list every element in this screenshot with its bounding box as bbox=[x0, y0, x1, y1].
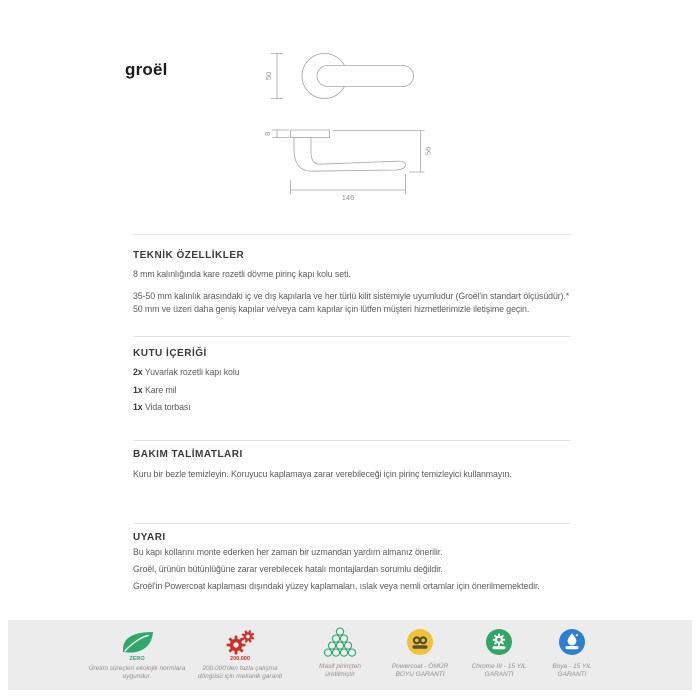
paint-icon bbox=[517, 628, 627, 656]
badge-caption: Masif pirinçten üretilmiştir bbox=[319, 663, 361, 678]
technical-paragraph-2-line2: 50 mm ve üzeri daha geniş kapılar ve/veya cam kapılar için lütfen müşteri hizmetlerimizle iletişime geçin. bbox=[133, 304, 530, 314]
section-title-maintenance: BAKIM TALİMATLARI bbox=[133, 449, 243, 460]
badge-mechanical-warranty bbox=[185, 628, 295, 681]
dim-length-label: 146 bbox=[341, 193, 355, 202]
badge-eco bbox=[82, 628, 192, 681]
box-content-item bbox=[133, 385, 176, 395]
technical-drawing bbox=[250, 40, 450, 210]
badge-icon-label: ZERO bbox=[129, 656, 145, 662]
warning-line: Bu kapı kollarını monte ederken her zaman bir uzmandan yardım almanız önerilir. bbox=[133, 547, 443, 557]
dim-diameter-label: 50 bbox=[264, 71, 273, 81]
drawing-rosette-side bbox=[291, 130, 330, 138]
drawing-lever-top bbox=[317, 66, 414, 87]
item-label: Vida torbası bbox=[144, 402, 191, 412]
maintenance-paragraph: Kuru bir bezle temizleyin. Koruyucu kaplamaya zarar verebileceği için pirinç temizleyici kullanmayın. bbox=[133, 469, 512, 479]
section-divider bbox=[133, 523, 571, 524]
technical-paragraph-2-line1: 35-50 mm kalınlık arasındaki iç ve dış kapılarla ve her türlü kilit sistemiyle uyumludur (Groël'in standart ölçüsüdür).* bbox=[133, 291, 570, 301]
badge-caption: Powercoat - ÖMÜR BOYU GARANTİ bbox=[391, 663, 449, 678]
warning-line: Groël'in Powercoat kaplaması dışındaki yüzey kaplamaları, ıslak veya nemli ortamlar için önerilmemektedir. bbox=[133, 581, 540, 591]
drawing-handle-profile bbox=[294, 138, 406, 172]
section-divider bbox=[133, 440, 571, 441]
item-label: Yuvarlak rozetli kapı kolu bbox=[144, 367, 240, 377]
section-title-box-contents: KUTU İÇERİĞİ bbox=[133, 348, 207, 359]
technical-paragraph-1: 8 mm kalınlığında kare rozetli dövme pirinç kapı kolu seti. bbox=[133, 269, 351, 279]
badge-caption: Chrome III - 15 YIL GARANTİ bbox=[471, 663, 527, 678]
badge-caption: Boya - 15 YIL GARANTİ bbox=[552, 663, 592, 678]
item-quantity: 1x bbox=[133, 385, 143, 395]
item-quantity: 1x bbox=[133, 402, 143, 412]
badge-caption: 200.000'den fazla çalışma döngüsü için mekanik garanti bbox=[197, 665, 283, 680]
badge-caption: Üretim süreçleri ekolojik normlara uygundur. bbox=[88, 665, 186, 680]
warning-line: Groël, ürünün bütünlüğüne zarar verebilecek hatalı montajlardan sorumlu değildir. bbox=[133, 564, 443, 574]
item-quantity: 2x bbox=[133, 367, 143, 377]
section-divider bbox=[133, 336, 571, 337]
gears-icon bbox=[185, 628, 295, 656]
dim-thickness-label: 8 bbox=[263, 131, 273, 136]
brand-logo: groël bbox=[125, 60, 168, 79]
box-content-item bbox=[133, 367, 239, 377]
box-content-item bbox=[133, 402, 191, 412]
section-title-warning: UYARI bbox=[133, 532, 166, 543]
section-divider bbox=[133, 234, 571, 235]
certification-panel bbox=[8, 620, 692, 690]
leaf-icon bbox=[82, 628, 192, 656]
badge-paint-warranty bbox=[517, 628, 627, 679]
badge-icon-label: 200.000 bbox=[230, 656, 250, 662]
item-label: Kare mil bbox=[144, 385, 177, 395]
section-title-technical: TEKNİK ÖZELLİKLER bbox=[133, 250, 245, 261]
dim-height-label: 56 bbox=[423, 146, 433, 156]
